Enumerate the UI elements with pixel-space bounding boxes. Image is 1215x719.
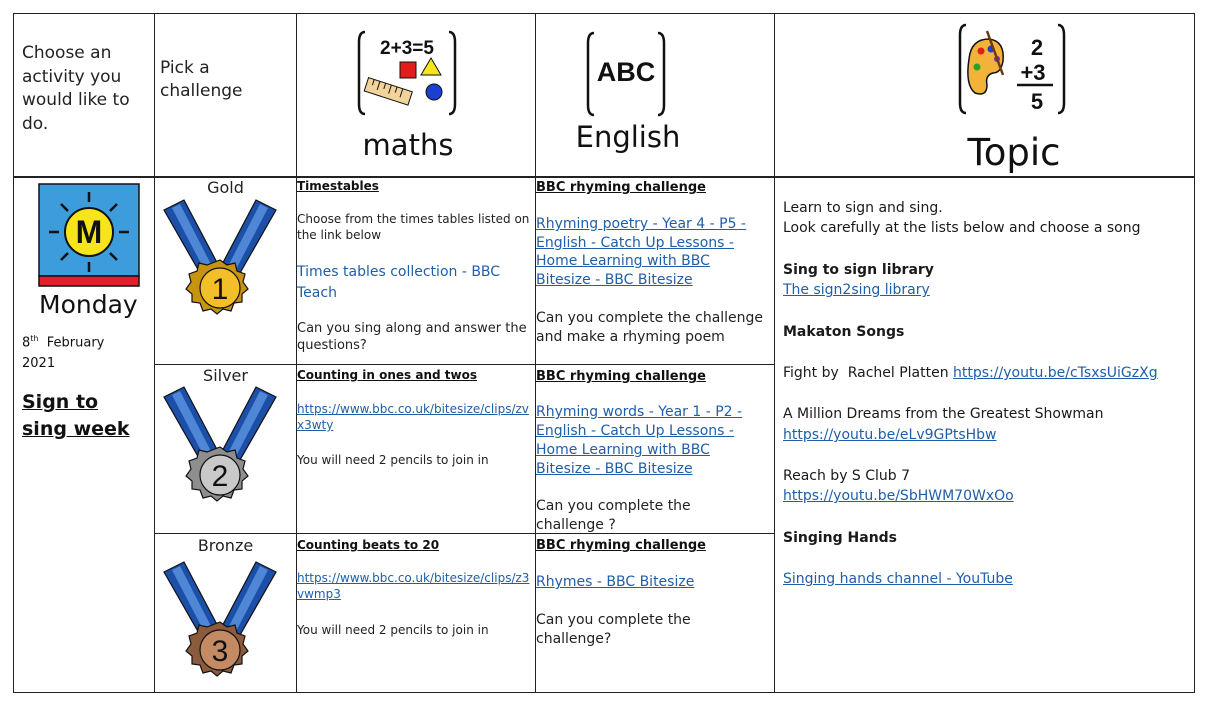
gold-medal-number: 1 [211, 273, 229, 306]
challenge-text: Pick a challenge [160, 58, 243, 101]
english-silver-question: Can you complete the challenge ? [536, 498, 691, 533]
english-gold-cell [536, 178, 774, 364]
song-1-title: Fight by Rachel Platten [783, 365, 954, 381]
bronze-medal-number: 3 [211, 635, 229, 668]
day-name: Monday [39, 290, 138, 319]
library-heading: Sing to sign library [783, 262, 934, 278]
english-gold-question: Can you complete the challenge and make a rhyming poem [536, 310, 764, 345]
maths-silver-note: You will need 2 pencils to join in [297, 453, 489, 467]
day-cell [14, 178, 154, 692]
gold-level-cell [155, 178, 296, 364]
english-silver-title: BBC rhyming challenge [536, 369, 706, 384]
silver-level-cell [155, 365, 296, 533]
makaton-heading: Makaton Songs [783, 324, 905, 340]
maths-silver-title: Counting in ones and twos [297, 368, 477, 382]
bronze-medal-icon [160, 560, 280, 684]
day-letter: M [75, 214, 103, 250]
maths-gold-cell [297, 178, 534, 364]
english-header-cell [536, 14, 774, 176]
maths-silver-link[interactable]: https://www.bbc.co.uk/bitesize/clips/zvx3wty [297, 402, 529, 432]
maths-gold-link[interactable]: Times tables collection - BBC Teach [297, 264, 501, 301]
topic-intro-1: Learn to sign and sing. [783, 200, 943, 216]
topic-label: Topic [967, 131, 1061, 174]
monday-sun-icon [37, 182, 141, 288]
maths-bronze-link[interactable]: https://www.bbc.co.uk/bitesize/clips/z3vwmp3 [297, 571, 530, 601]
maths-bronze-title: Counting beats to 20 [297, 538, 440, 552]
english-bronze-cell [536, 534, 774, 692]
maths-gold-title: Timestables [297, 179, 379, 193]
english-silver-link[interactable]: Rhyming words - Year 1 - P2 - English - Catch Up Lessons - Home Learning with BBC Bitesize - BBC Bitesize [536, 404, 743, 477]
table-border-right [1194, 13, 1195, 693]
topic-intro-2: Look carefully at the lists below and choose a song [783, 220, 1141, 236]
maths-gold-instructions: Choose from the times tables listed on the link below [297, 212, 530, 242]
bronze-level-label: Bronze [197, 536, 254, 555]
english-bronze-question: Can you complete the challenge? [536, 612, 691, 647]
english-symbol: ABC [596, 57, 656, 87]
english-gold-title: BBC rhyming challenge [536, 180, 706, 195]
week-theme: Sign to sing week [22, 391, 130, 440]
song-3-title: Reach by S Club 7 [783, 468, 911, 484]
maths-silver-cell [297, 365, 534, 533]
date-suffix: th [30, 334, 39, 343]
intro-text: Choose an activity you would like to do. [22, 43, 130, 134]
maths-label: maths [362, 128, 454, 162]
date-month: February [46, 335, 105, 351]
silver-level-label: Silver [203, 366, 248, 385]
song-1 [783, 363, 1158, 383]
sign2sing-library-link[interactable]: The sign2sing library [783, 282, 930, 298]
topic-sum-bottom: 5 [1030, 89, 1044, 114]
silver-medal-number: 2 [211, 460, 229, 493]
topic-sum-top: 2 [1030, 35, 1044, 60]
table-border-bottom [13, 692, 1195, 693]
english-label: English [575, 120, 681, 154]
gold-medal-icon [160, 198, 280, 322]
maths-gold-question: Can you sing along and answer the questions? [297, 321, 527, 353]
song-2-title: A Million Dreams from the Greatest Showman [783, 406, 1104, 422]
english-silver-cell [536, 365, 774, 533]
english-bronze-link[interactable]: Rhymes - BBC Bitesize [536, 574, 695, 590]
header-intro-cell [22, 42, 150, 136]
maths-bronze-note: You will need 2 pencils to join in [297, 623, 489, 637]
topic-header-cell [775, 14, 1194, 176]
bronze-level-cell [155, 534, 296, 692]
date-year: 2021 [22, 356, 56, 372]
silver-medal-icon [160, 385, 280, 509]
maths-bronze-cell [297, 534, 534, 692]
english-symbol-icon [586, 31, 666, 117]
header-challenge-cell [158, 57, 290, 103]
singing-hands-link[interactable]: Singing hands channel - YouTube [783, 571, 1013, 587]
maths-header-cell [297, 14, 535, 176]
song-1-link[interactable]: https://youtu.be/cTsxsUiGzXg [953, 365, 1158, 381]
song-3-link[interactable]: https://youtu.be/SbHWM70WxOo [783, 488, 1014, 504]
topic-symbol-icon [957, 21, 1067, 117]
english-bronze-title: BBC rhyming challenge [536, 538, 706, 553]
topic-content-cell [783, 178, 1191, 692]
maths-equation: 2+3=5 [380, 38, 434, 59]
song-2-link[interactable]: https://youtu.be/eLv9GPtsHbw [783, 427, 997, 443]
gold-level-label: Gold [207, 178, 244, 197]
maths-symbol-icon [357, 28, 457, 118]
singing-hands-heading: Singing Hands [783, 530, 898, 546]
date-day: 8 [22, 335, 31, 351]
english-gold-link[interactable]: Rhyming poetry - Year 4 - P5 - English - Catch Up Lessons - Home Learning with BBC Bitesize - BBC Bitesize [536, 216, 746, 288]
day-date [22, 328, 150, 374]
topic-sum-mid: +3 [1020, 60, 1046, 85]
